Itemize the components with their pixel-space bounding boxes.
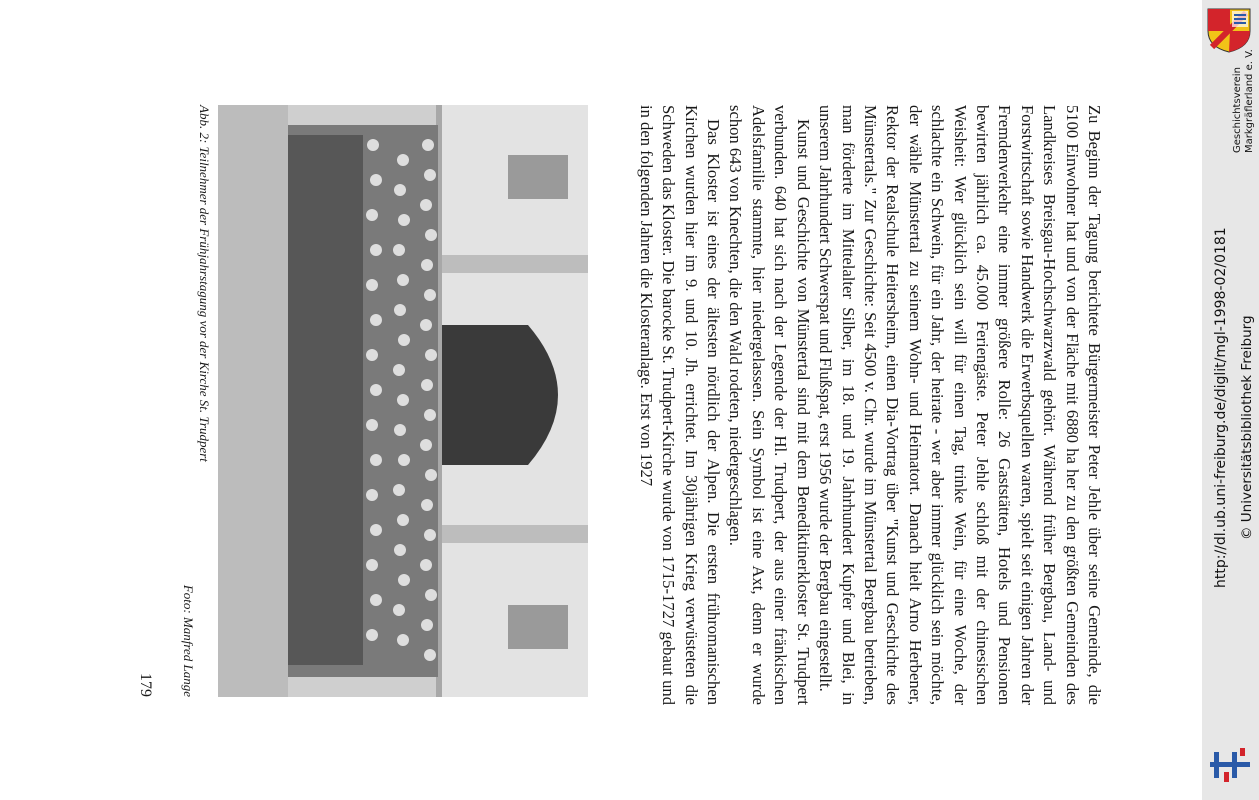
coat-of-arms-icon <box>1206 7 1252 53</box>
group-photo <box>218 105 588 697</box>
scanned-page <box>0 10 1200 790</box>
page-number: 179 <box>137 673 154 697</box>
paragraph-1: Zu Beginn der Tagung berichtete Bürgermeister Peter Jehle über seine Gemeinde, die 5100 Einwohner hat und von der Fläche mit 6880 ha her zu den größten Gemeinden des Landkreises Breisgau-Hochschwarzwald gehört. Während früher Bergbau, Land- und Forstwirtschaft sowie Handwerk die Erwerbsquellen waren, spielt seit einigen Jahren der Fremdenverkehr eine immer größere Rolle: 26 Gaststätten, Hotels und Pensionen bewirten jährlich ca. 45.000 Feriengäste. Peter Jehle schloß mit der chinesischen Weisheit: Wer glücklich sein will für einen Tag, trinke Wein, für eine Woche, der schlachte ein Schwein, für ein Jahr, der heirate - wer aber immer glücklich sein möchte, der wähle Münstertal zu seinem Wohn- und Heimatort. Danach hielt Arno Herbener, Rektor der Realschule Heitersheim, einen Dia-Vortrag über "Kunst und Geschichte des Münstertals." Zur Geschichte: Seit 4500 v. Chr. wurde im Münstertal Bergbau betrieben, man förderte im Mittelalter Silber, im 18. und 19. Jahrhundert Kupfer und Blei, in unserem Jahrhundert Schwerspat und Flußspat, erst 1956 wurde der Bergbau eingestellt. <box>816 105 1104 705</box>
university-library-logo-icon <box>1210 746 1250 786</box>
society-subtitle: Markgräflerland e. V. <box>1244 49 1255 153</box>
society-name: Geschichtsverein <box>1232 67 1243 153</box>
photo-caption: Abb. 2: Teilnehmer der Frühjahrstagung vor der Kirche St. Trudpert <box>197 105 212 462</box>
library-copyright: © Universitätsbibliothek Freiburg <box>1239 315 1255 540</box>
paragraph-3: Das Kloster ist eines der ältesten nördlich der Alpen. Die ersten frühromanischen Kirchen wurden hier im 9. und 10. Jh. errichtet. Im 30jährigen Krieg verwüsteten die Schweden das Kloster. Die barocke St. Trudpert-Kirche wurde von 1715-1727 gebaut und in den folgenden Jahren die Klosteranlage. Erst von 1927 <box>636 105 724 705</box>
photo-credit: Foto: Manfred Lange <box>181 584 196 697</box>
paragraph-2: Kunst und Geschichte von Münstertal sind mit dem Benediktinerkloster St. Trudpert verbunden. 640 hat sich nach der Legende der Hl. Trudpert, der aus einer fränkischen Adelsfamilie stammte, hier niedergelassen. Sein Symbol ist eine Axt, denn er wurde schon 643 von Knechten, die den Wald rodeten, niedergeschlagen. <box>726 105 813 705</box>
permalink-url[interactable]: http://dl.ub.uni-freiburg.de/diglit/mgl-1998-02/0181 <box>1213 227 1229 588</box>
group-photo-image <box>218 105 588 697</box>
article-body <box>634 105 1105 705</box>
